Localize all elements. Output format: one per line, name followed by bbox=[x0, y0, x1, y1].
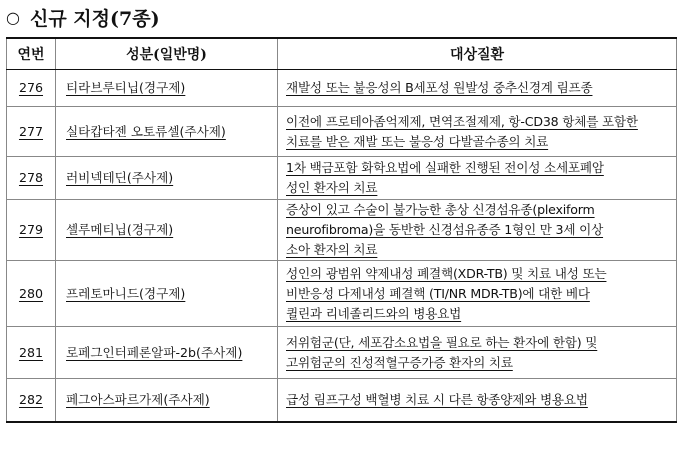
ingredient-cell bbox=[56, 379, 278, 422]
ingredient-cell bbox=[56, 107, 278, 157]
disease-text-line: 저위험군(단, 세포감소요법을 필요로 하는 환자에 한함) 및 bbox=[286, 334, 598, 350]
ingredient-name: 프레토마니드(경구제) bbox=[66, 285, 186, 301]
row-number-cell bbox=[7, 261, 56, 327]
ingredient-name: 페그아스파르가제(주사제) bbox=[66, 391, 210, 407]
header-no: 연번 bbox=[7, 38, 56, 70]
header-disease: 대상질환 bbox=[278, 38, 677, 70]
disease-text-line: 급성 림프구성 백혈병 치료 시 다른 항종양제와 병용요법 bbox=[286, 391, 588, 407]
ingredient-name: 티라브루티닙(경구제) bbox=[66, 80, 186, 95]
row-number: 281 bbox=[18, 344, 44, 360]
row-number-cell bbox=[7, 379, 56, 422]
disease-cell bbox=[278, 200, 677, 261]
row-number-cell bbox=[7, 200, 56, 261]
ingredient-cell bbox=[56, 327, 278, 379]
disease-text-line: 재발성 또는 불응성의 B세포성 원발성 중추신경계 림프종 bbox=[286, 80, 593, 95]
disease-text-line: 퀼린과 리네졸리드와의 병용요법 bbox=[286, 305, 462, 321]
disease-cell bbox=[278, 70, 677, 107]
disease-cell bbox=[278, 157, 677, 200]
row-number: 277 bbox=[18, 123, 44, 139]
ingredient-cell bbox=[56, 200, 278, 261]
table-row bbox=[7, 107, 677, 157]
disease-text-line: 비반응성 다제내성 폐결핵 (TI/NR MDR-TB)에 대한 베다 bbox=[286, 285, 590, 301]
disease-text-line: 소아 환자의 치료 bbox=[286, 242, 378, 257]
disease-text-line: neurofibroma)을 동반한 신경섬유종증 1형인 만 3세 이상 bbox=[286, 222, 604, 237]
table-row bbox=[7, 327, 677, 379]
table-body bbox=[7, 70, 677, 422]
disease-text-line: 증상이 있고 수술이 불가능한 총상 신경섬유종(plexiform bbox=[286, 202, 595, 217]
disease-text-line: 성인의 광범위 약제내성 폐결핵(XDR-TB) 및 치료 내성 또는 bbox=[286, 265, 607, 281]
circle-bullet-icon: ○ bbox=[6, 7, 20, 27]
disease-text-line: 치료를 받은 재발 또는 불응성 다발골수종의 치료 bbox=[286, 133, 549, 149]
disease-cell bbox=[278, 379, 677, 422]
table-header-row bbox=[7, 38, 677, 70]
disease-text-line: 고위험군의 진성적혈구증가증 환자의 치료 bbox=[286, 354, 513, 370]
ingredient-cell bbox=[56, 70, 278, 107]
header-ingredient: 성분(일반명) bbox=[56, 38, 278, 70]
row-number-cell bbox=[7, 327, 56, 379]
ingredient-name: 러비넥테딘(주사제) bbox=[66, 170, 174, 185]
ingredient-name: 셀루메티닙(경구제) bbox=[66, 222, 174, 237]
designation-table bbox=[6, 37, 677, 423]
table-row bbox=[7, 200, 677, 261]
row-number: 279 bbox=[18, 222, 44, 237]
disease-text-line: 1차 백금포함 화학요법에 실패한 진행된 전이성 소세포폐암 bbox=[286, 160, 604, 175]
row-number: 282 bbox=[18, 391, 44, 407]
table-row bbox=[7, 70, 677, 107]
row-number: 280 bbox=[18, 285, 44, 301]
row-number-cell bbox=[7, 107, 56, 157]
disease-cell bbox=[278, 261, 677, 327]
row-number-cell bbox=[7, 157, 56, 200]
disease-text-line: 성인 환자의 치료 bbox=[286, 180, 378, 195]
row-number: 278 bbox=[18, 170, 44, 185]
table-row bbox=[7, 157, 677, 200]
ingredient-name: 로페그인터페론알파-2b(주사제) bbox=[66, 344, 243, 360]
row-number: 276 bbox=[18, 80, 44, 95]
ingredient-cell bbox=[56, 261, 278, 327]
section-title: 신규 지정(7종) bbox=[29, 7, 160, 30]
disease-text-line: 이전에 프로테아좀억제제, 면역조절제제, 항-CD38 항체를 포함한 bbox=[286, 113, 638, 129]
ingredient-cell bbox=[56, 157, 278, 200]
ingredient-name: 실타캅타젠 오토류셀(주사제) bbox=[66, 123, 226, 139]
row-number-cell bbox=[7, 70, 56, 107]
table-row bbox=[7, 379, 677, 422]
disease-cell bbox=[278, 327, 677, 379]
table-row bbox=[7, 261, 677, 327]
section-heading bbox=[6, 2, 160, 32]
disease-cell bbox=[278, 107, 677, 157]
